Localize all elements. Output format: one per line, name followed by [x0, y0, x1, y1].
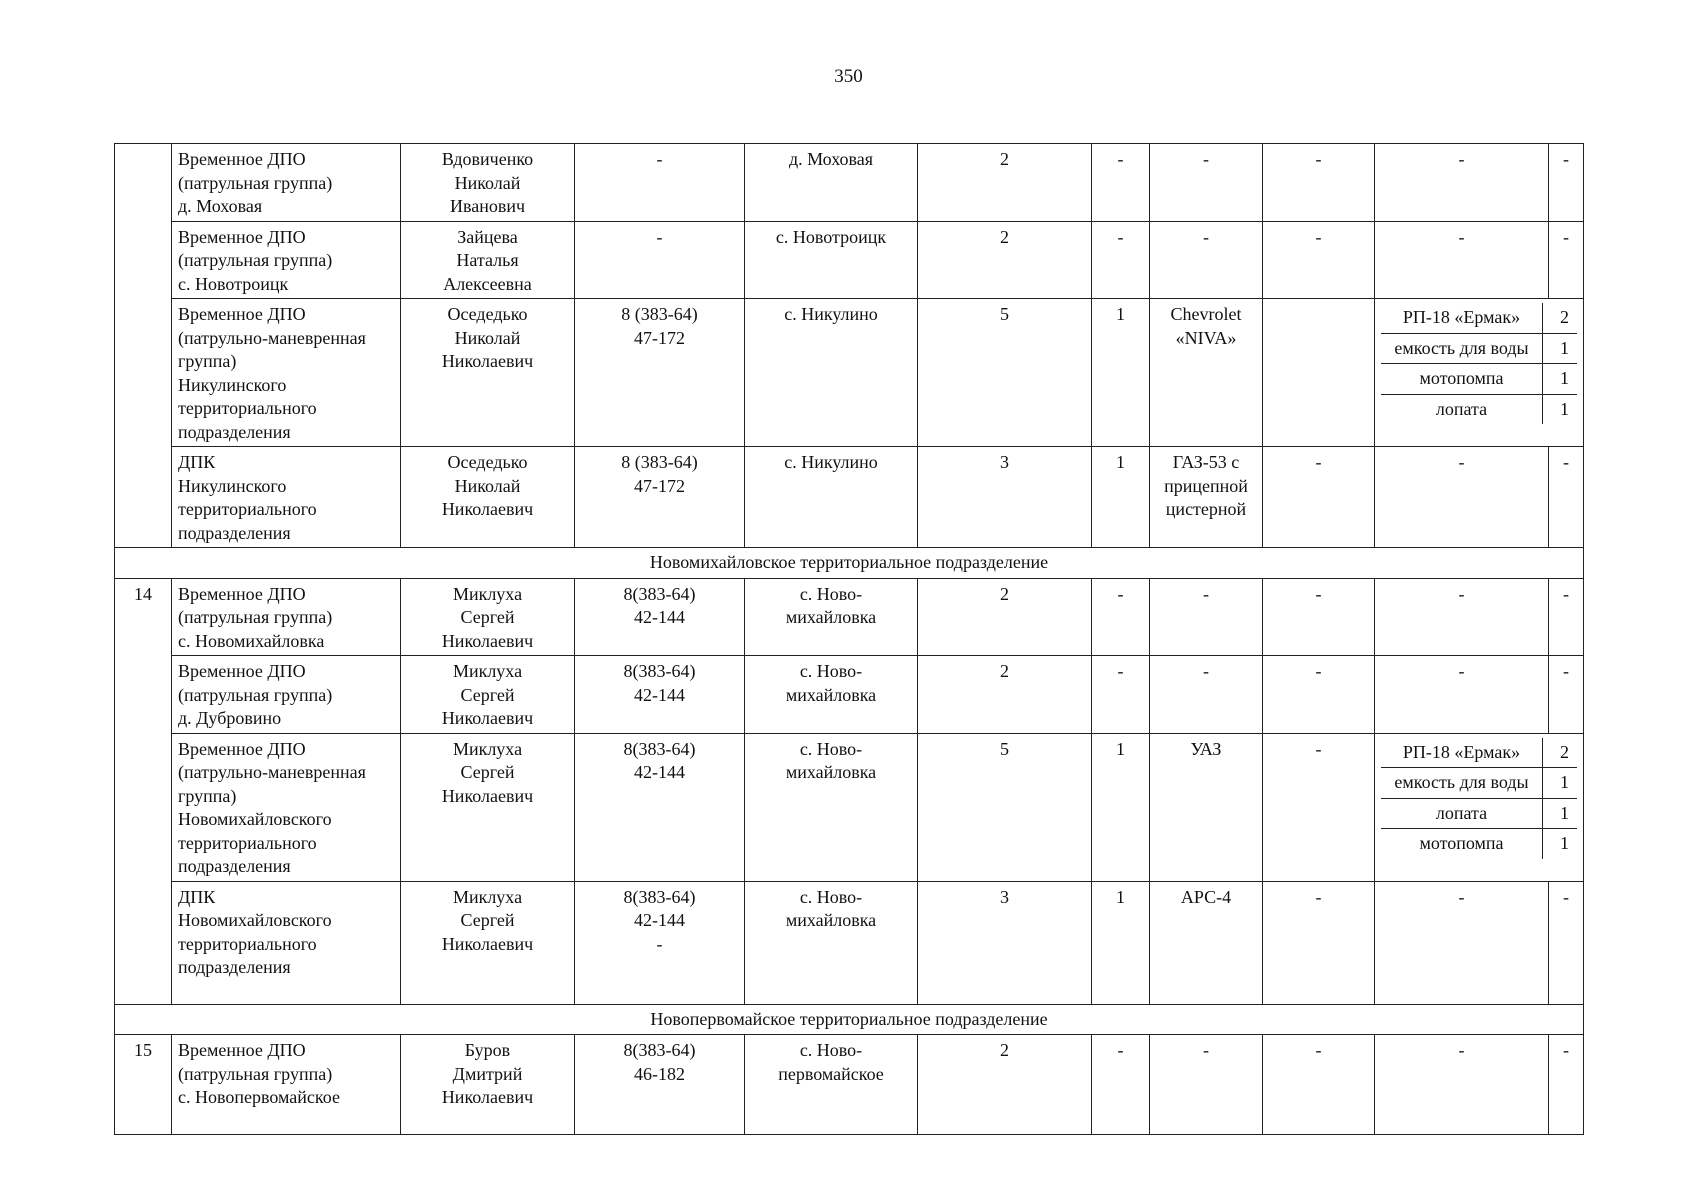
equipment-qty: 1 [1543, 333, 1578, 364]
equipment-name: емкость для воды [1381, 768, 1543, 799]
equipment-qty: 1 [1543, 394, 1578, 424]
equipment-item [1381, 738, 1577, 768]
table-row [115, 221, 1584, 299]
row-number: 15 [115, 1035, 172, 1135]
vehicle-model: - [1150, 221, 1263, 299]
unit-location: д. Моховая [745, 144, 918, 222]
unit-personnel: 2 [918, 1035, 1092, 1135]
equipment-name: - [1375, 578, 1549, 656]
unit-phone: 8(383-64) 42-144 [575, 733, 745, 881]
unit-phone: 8(383-64) 46-182 [575, 1035, 745, 1135]
unit-head: Зайцева Наталья Алексеевна [401, 221, 575, 299]
equipment-name: РП-18 «Ермак» [1381, 303, 1543, 333]
extra-column: - [1263, 221, 1375, 299]
table-row [115, 733, 1584, 881]
unit-location: с. Новотроицк [745, 221, 918, 299]
equipment-name: - [1375, 221, 1549, 299]
unit-location: с. Ново- михайловка [745, 733, 918, 881]
table-row [115, 299, 1584, 447]
equipment-qty: - [1549, 221, 1584, 299]
table-row [115, 1035, 1584, 1135]
extra-column: - [1263, 656, 1375, 734]
unit-name: Временное ДПО (патрульная группа) д. Дубровино [172, 656, 401, 734]
equipment-list [1375, 733, 1584, 881]
table-row [115, 656, 1584, 734]
row-number: 14 [115, 578, 172, 1004]
unit-name: ДПК Никулинского территориального подразделения [172, 447, 401, 548]
equipment-item [1381, 364, 1577, 395]
unit-head: Оседедько Николай Николаевич [401, 447, 575, 548]
unit-location: с. Ново- михайловка [745, 578, 918, 656]
equipment-item [1381, 394, 1577, 424]
unit-phone: 8(383-64) 42-144 [575, 656, 745, 734]
vehicle-count: - [1092, 144, 1150, 222]
unit-personnel: 2 [918, 144, 1092, 222]
unit-head: Миклуха Сергей Николаевич [401, 578, 575, 656]
equipment-item [1381, 333, 1577, 364]
equipment-qty: 1 [1543, 768, 1578, 799]
equipment-name: - [1375, 1035, 1549, 1135]
vehicle-count: - [1092, 578, 1150, 656]
equipment-name: - [1375, 656, 1549, 734]
unit-head: Миклуха Сергей Николаевич [401, 656, 575, 734]
unit-head: Миклуха Сергей Николаевич [401, 733, 575, 881]
equipment-table [1381, 303, 1577, 424]
table-body [115, 144, 1584, 1135]
table-row [115, 447, 1584, 548]
equipment-item [1381, 768, 1577, 799]
equipment-name: мотопомпа [1381, 364, 1543, 395]
unit-phone: 8(383-64) 42-144 - [575, 881, 745, 1004]
unit-name: Временное ДПО (патрульная группа) с. Новопервомайское [172, 1035, 401, 1135]
equipment-qty: 2 [1560, 307, 1569, 327]
vehicle-model: УАЗ [1150, 733, 1263, 881]
unit-head: Вдовиченко Николай Иванович [401, 144, 575, 222]
vehicle-count: 1 [1092, 733, 1150, 881]
equipment-qty: - [1549, 578, 1584, 656]
vehicle-count: 1 [1092, 881, 1150, 1004]
unit-location: с. Ново- первомайское [745, 1035, 918, 1135]
unit-personnel: 5 [918, 299, 1092, 447]
vehicle-count: 1 [1092, 299, 1150, 447]
table-row [115, 881, 1584, 1004]
unit-head: Оседедько Николай Николаевич [401, 299, 575, 447]
equipment-table [1381, 738, 1577, 859]
unit-name: Временное ДПО (патрульная группа) с. Новотроицк [172, 221, 401, 299]
equipment-qty: - [1549, 656, 1584, 734]
extra-column: - [1263, 881, 1375, 1004]
equipment-item [1381, 829, 1577, 859]
vehicle-model: - [1150, 144, 1263, 222]
equipment-name: - [1375, 144, 1549, 222]
fire-units-table [114, 143, 1584, 1135]
unit-location: с. Ново- михайловка [745, 656, 918, 734]
extra-column: - [1263, 733, 1375, 881]
vehicle-model: - [1150, 1035, 1263, 1135]
equipment-item [1381, 798, 1577, 829]
unit-name: Временное ДПО (патрульно-маневренная группа) Никулинского территориального подразделения [172, 299, 401, 447]
extra-column: - [1263, 144, 1375, 222]
unit-head: Буров Дмитрий Николаевич [401, 1035, 575, 1135]
unit-personnel: 2 [918, 221, 1092, 299]
equipment-name: мотопомпа [1381, 829, 1543, 859]
equipment-name: - [1375, 447, 1549, 548]
equipment-list [1375, 299, 1584, 447]
vehicle-model: АРС-4 [1150, 881, 1263, 1004]
unit-name: ДПК Новомихайловского территориального подразделения [172, 881, 401, 1004]
row-number [115, 144, 172, 548]
equipment-name: лопата [1381, 394, 1543, 424]
unit-personnel: 3 [918, 447, 1092, 548]
equipment-qty: - [1549, 447, 1584, 548]
section-row [115, 1004, 1584, 1035]
unit-phone: - [575, 144, 745, 222]
unit-personnel: 3 [918, 881, 1092, 1004]
vehicle-count: - [1092, 1035, 1150, 1135]
unit-phone: 8 (383-64) 47-172 [575, 447, 745, 548]
section-row [115, 548, 1584, 579]
unit-location: с. Ново- михайловка [745, 881, 918, 1004]
vehicle-model: Chevrolet «NIVA» [1150, 299, 1263, 447]
extra-column: - [1263, 447, 1375, 548]
section-title: Новомихайловское территориальное подразделение [115, 548, 1584, 579]
vehicle-count: - [1092, 221, 1150, 299]
extra-column: - [1263, 1035, 1375, 1135]
equipment-qty: 1 [1543, 364, 1578, 395]
unit-location: с. Никулино [745, 299, 918, 447]
extra-column: - [1263, 578, 1375, 656]
vehicle-count: 1 [1092, 447, 1150, 548]
table-row [115, 144, 1584, 222]
vehicle-count: - [1092, 656, 1150, 734]
unit-phone: 8(383-64) 42-144 [575, 578, 745, 656]
equipment-name: лопата [1381, 798, 1543, 829]
equipment-qty: 1 [1543, 798, 1578, 829]
equipment-qty: - [1549, 881, 1584, 1004]
equipment-item [1381, 303, 1577, 333]
unit-name: Временное ДПО (патрульная группа) д. Моховая [172, 144, 401, 222]
equipment-name: - [1375, 881, 1549, 1004]
unit-name: Временное ДПО (патрульно-маневренная группа) Новомихайловского территориального подразделения [172, 733, 401, 881]
unit-personnel: 2 [918, 656, 1092, 734]
vehicle-model: - [1150, 578, 1263, 656]
unit-personnel: 5 [918, 733, 1092, 881]
equipment-name: РП-18 «Ермак» [1381, 738, 1543, 768]
unit-phone: - [575, 221, 745, 299]
vehicle-model: - [1150, 656, 1263, 734]
page-number: 350 [834, 66, 863, 87]
extra-column [1263, 299, 1375, 447]
equipment-qty: 1 [1543, 829, 1578, 859]
equipment-qty: - [1549, 144, 1584, 222]
vehicle-model: ГАЗ-53 с прицепной цистерной [1150, 447, 1263, 548]
unit-location: с. Никулино [745, 447, 918, 548]
equipment-qty: 2 [1560, 741, 1569, 762]
table-row [115, 578, 1584, 656]
equipment-qty: - [1549, 1035, 1584, 1135]
section-title: Новопервомайское территориальное подразделение [115, 1004, 1584, 1035]
unit-name: Временное ДПО (патрульная группа) с. Новомихайловка [172, 578, 401, 656]
equipment-name: емкость для воды [1381, 333, 1543, 364]
unit-head: Миклуха Сергей Николаевич [401, 881, 575, 1004]
unit-phone: 8 (383-64) 47-172 [575, 299, 745, 447]
unit-personnel: 2 [918, 578, 1092, 656]
